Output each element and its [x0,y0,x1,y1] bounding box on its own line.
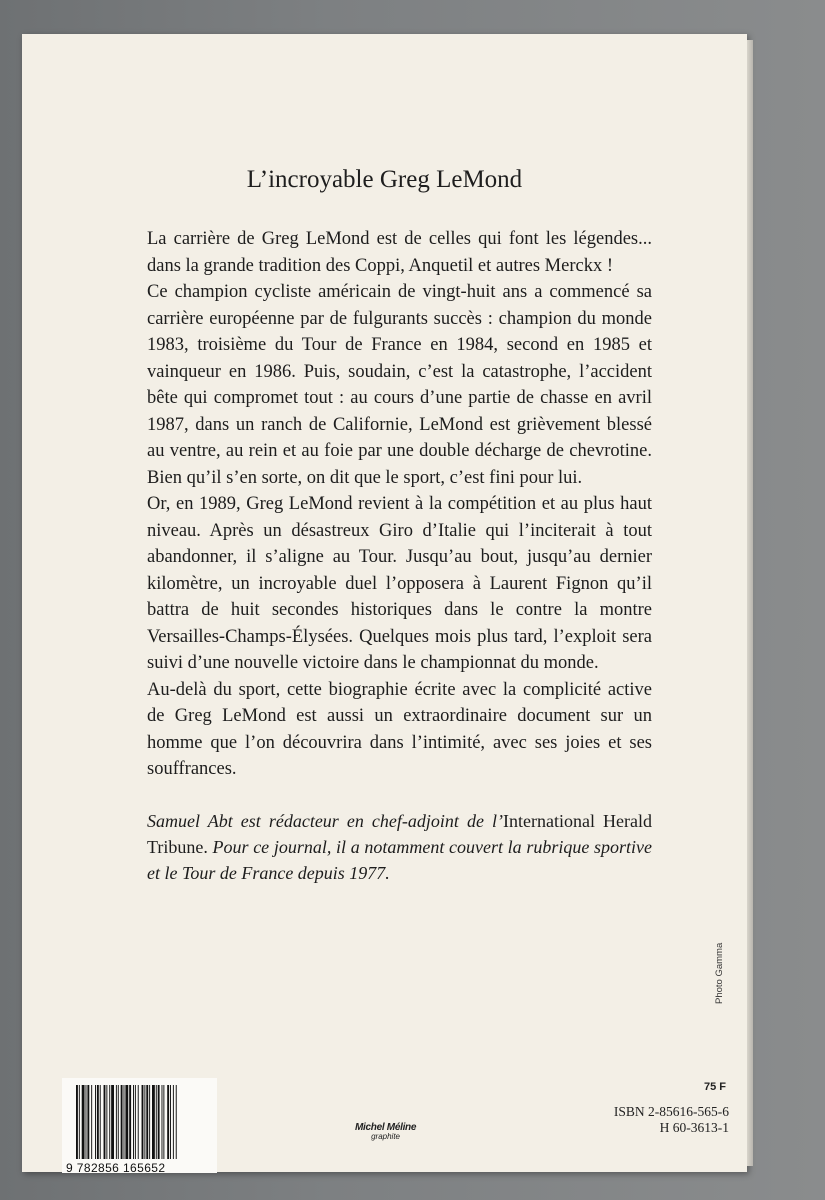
barcode-bar [158,1085,160,1159]
publisher-logo [355,1122,416,1141]
author-bio [147,808,652,886]
barcode-bar [86,1085,87,1159]
barcode-bar [138,1085,139,1159]
blurb-paragraph-1: La carrière de Greg LeMond est de celles qui font les légendes... dans la grande tradition des Coppi, Anquetil et autres Merckx ! [147,229,652,276]
barcode-bar [106,1085,107,1159]
barcode-bar [146,1085,148,1159]
barcode-bar [76,1085,78,1159]
barcode-bar [91,1085,92,1159]
barcode-bar [176,1085,177,1159]
blurb [147,226,652,783]
barcode-bar [149,1085,150,1159]
barcode-bar [95,1085,96,1159]
barcode-bar [116,1085,117,1159]
isbn-block [599,1104,729,1136]
barcode-bar [104,1085,106,1159]
barcode-bar [152,1085,155,1159]
barcode-bar [156,1085,157,1159]
barcode-bar [109,1085,110,1159]
barcode-bar [97,1085,99,1159]
barcode-bar [111,1085,114,1159]
barcode-bar [79,1085,80,1159]
barcode-bar [170,1085,171,1159]
blurb-paragraph-2: Ce champion cycliste américain de vingt-huit ans a commencé sa carrière européenne par de fulgurants succès : champion du monde 1983, troisième du Tour de France en 1984, second en 1985 et vainqueur en 1986. Puis, soudain, c’est la catastrophe, l’accident bête qui compromet tout : au cours d’une partie de chasse en avril 1987, dans un ranch de Californie, LeMond est grièvement blessé au ventre, au rein et au foie par une double décharge de chevrotine. Bien qu’il s’en sorte, on dit que le sport, c’est fini pour lui. [147,282,652,488]
barcode-bar [100,1085,101,1159]
book-title: L’incroyable Greg LeMond [246,166,523,193]
barcode-bar [167,1085,169,1159]
blurb-paragraph-3: Or, en 1989, Greg LeMond revient à la compétition et au plus haut niveau. Après un désastreux Giro d’Italie qui l’inciterait à tout abandonner, il s’aligne au Tour. Jusqu’au bout, jusqu’au dernier kilomètre, un incroyable duel l’opposera à Laurent Fignon qu’il battra de huit secondes historiques dans le contre la montre Versailles-Champs-Élysées. Quelques mois plus tard, l’exploit sera suivi d’une nouvelle victoire dans le championnat du monde. [147,494,652,673]
barcode-bar [121,1085,123,1159]
barcode-bar [135,1085,136,1159]
barcode-digits: 9 782856 165652 [66,1161,166,1175]
barcode-bars [76,1085,211,1161]
blurb-paragraph-4: Au-delà du sport, cette biographie écrite avec la complicité active de Greg LeMond est aussi un extraordinaire document sur un homme que l’on découvrira dans l’intimité, avec ses joies et ses souffrances. [147,679,652,779]
barcode-bar [118,1085,119,1159]
barcode-bar [124,1085,125,1159]
book-back-cover [22,34,747,1175]
barcode-bar [82,1085,85,1159]
barcode-bar [144,1085,145,1159]
barcode-bar [133,1085,134,1159]
page-edge [747,40,753,1166]
barcode-bar [162,1085,163,1159]
publisher-imprint: graphite [371,1132,401,1141]
barcode-bar [142,1085,144,1159]
barcode-bar [87,1085,89,1159]
publisher-name: Michel Méline [355,1122,417,1133]
author-bio-part2: Pour ce journal, il a notamment couvert la rubrique sportive et le Tour de France depuis 1977. [147,837,652,883]
author-bio-part1: Samuel Abt est rédacteur en chef-adjoint de l’ [147,811,503,831]
barcode [62,1078,217,1173]
barcode-bar [163,1085,164,1159]
barcode-bar [125,1085,128,1159]
price: 75 F [704,1081,727,1093]
product-code: H 60-3613-1 [659,1120,729,1135]
photo-credit: Photo Gamma [714,942,725,1004]
barcode-bar [173,1085,174,1159]
barcode-bar [129,1085,131,1159]
author-bio-newspaper: International Herald Tribune. [147,811,652,857]
isbn: ISBN 2-85616-565-6 [613,1104,729,1119]
